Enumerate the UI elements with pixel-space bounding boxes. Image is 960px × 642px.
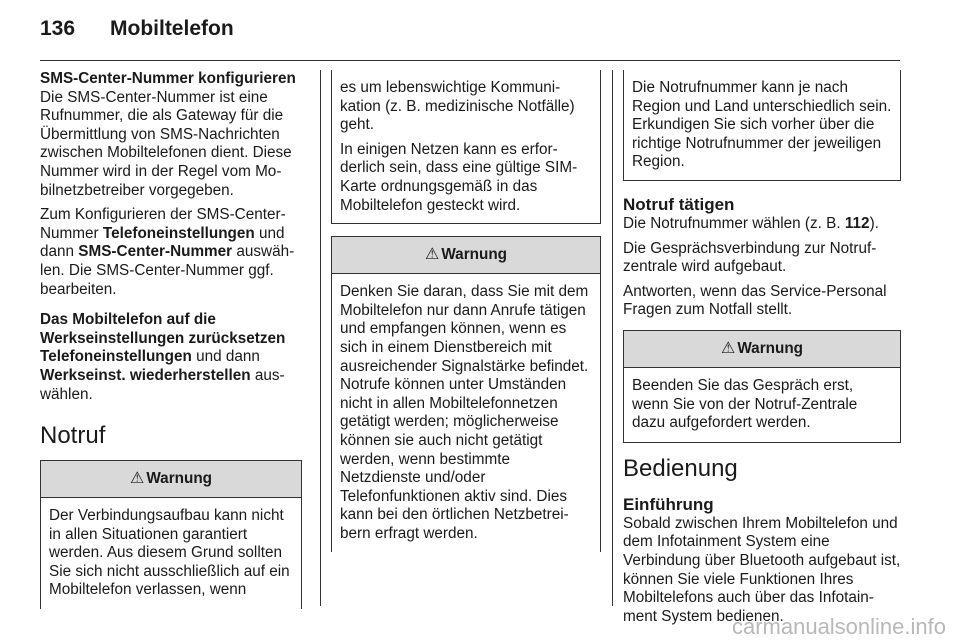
warning-text: Der Verbindungsaufbau kann nicht in allen Situationen garantiert werden. Aus diesem Grund sollten Sie sich nicht ausschließlich auf ein Mobiltelefon verlassen, wenn bbox=[49, 507, 290, 599]
column-2 bbox=[331, 70, 601, 552]
continued-paragraph-2: In einigen Netzen kann es erforderlich sein, dass eine gültige SIM-Karte ordnungsgemäß in das Mobiltelefon gesteckt wird. bbox=[340, 140, 578, 214]
warning-icon: ⚠ bbox=[424, 245, 440, 263]
watermark: carmanualsonline.info bbox=[731, 614, 946, 639]
emergency-call-paragraph-3: Antworten, wenn das Service-Personal Fragen zum Notfall stellt. bbox=[623, 282, 887, 319]
emergency-call-paragraph-1: Die Notrufnummer wählen (z. B. 112). bbox=[623, 214, 879, 232]
column-3 bbox=[623, 70, 901, 632]
warning-title: Warnung bbox=[146, 469, 213, 487]
page-number: 136 bbox=[40, 17, 76, 40]
warning-text: Beenden Sie das Gespräch erst, wenn Sie von der Notruf-Zentrale dazu aufgefordert werden. bbox=[632, 376, 858, 432]
header-rule bbox=[40, 60, 900, 61]
warning-text: Denken Sie daran, dass Sie mit dem Mobiltelefon nur dann Anrufe tätigen und empfangen können, wenn es sich in einem Dienstbereich mit ausreichender Signalstärke befindet. Notrufe können unter Umständen nicht in allen Mobiltelefonnetzen getätigt werden; möglicherweise können sie auch nicht getätigt werden, wenn bestimmte Netzdienste und/oder Telefonfunktionen aktiv sind. Dies kann bei den örtlichen Netzbetreibern erfragt werden. bbox=[340, 283, 589, 542]
sms-center-paragraph-2: Zum Konfigurieren der SMS-Center-Nummer Telefoneinstellungen und dann SMS-Center-Nummer auswählen. Die SMS-Center-Nummer ggf. bearbeiten. bbox=[40, 206, 295, 298]
warning-icon: ⚠ bbox=[129, 469, 145, 487]
continued-text: Die Notrufnummer kann je nach Region und Land unterschiedlich sein. Erkundigen Sie sich vorher über die richtige Notrufnummer der jeweiligen Region. bbox=[632, 79, 892, 171]
sms-center-paragraph-1: Die SMS-Center-Nummer ist eine Rufnummer, die als Gateway für die Übermittlung von SMS-Nachrichten zwischen Mobiltelefonen dient. Diese Nummer wird in der Regel vom Mobilnetzbetreiber vorgegeben. bbox=[40, 88, 292, 199]
sms-center-heading: SMS-Center-Nummer konfigurieren bbox=[40, 70, 296, 87]
column-1 bbox=[40, 70, 302, 609]
warning-title: Warnung bbox=[737, 339, 804, 357]
emergency-call-paragraph-2: Die Gesprächsverbindung zur Notrufzentrale wird aufgebaut. bbox=[623, 239, 877, 276]
warning-box-3 bbox=[623, 330, 901, 443]
factory-reset-heading: Das Mobiltelefon auf die Werkseinstellungen zurücksetzen bbox=[40, 311, 286, 347]
warning-box-1 bbox=[40, 460, 302, 609]
column-divider bbox=[612, 70, 613, 606]
emergency-call-heading: Notruf tätigen bbox=[623, 194, 735, 214]
notruf-heading: Notruf bbox=[40, 422, 106, 450]
factory-reset-paragraph: Telefoneinstellungen und dann Werkseinst. wiederherstellen auswählen. bbox=[40, 348, 285, 403]
page-header bbox=[40, 17, 234, 41]
warning-icon: ⚠ bbox=[720, 339, 736, 357]
operation-heading: Bedienung bbox=[623, 454, 738, 482]
continued-paragraph-1: es um lebenswichtige Kommunikation (z. B. medizinische Notfälle) geht. bbox=[340, 79, 575, 134]
column-divider bbox=[320, 70, 321, 606]
warning-box-continued bbox=[623, 70, 901, 181]
warning-title: Warnung bbox=[441, 245, 508, 263]
page-title: Mobiltelefon bbox=[110, 17, 234, 40]
introduction-paragraph: Sobald zwischen Ihrem Mobiltelefon und dem Infotainment System eine Verbindung über Bluetooth aufgebaut ist, können Sie viele Funktionen Ihres Mobiltelefons auch über das Infotainment System bedienen. bbox=[623, 514, 901, 625]
introduction-heading: Einführung bbox=[623, 494, 714, 514]
warning-box-2 bbox=[331, 236, 601, 552]
warning-box-1-continued bbox=[331, 70, 601, 224]
